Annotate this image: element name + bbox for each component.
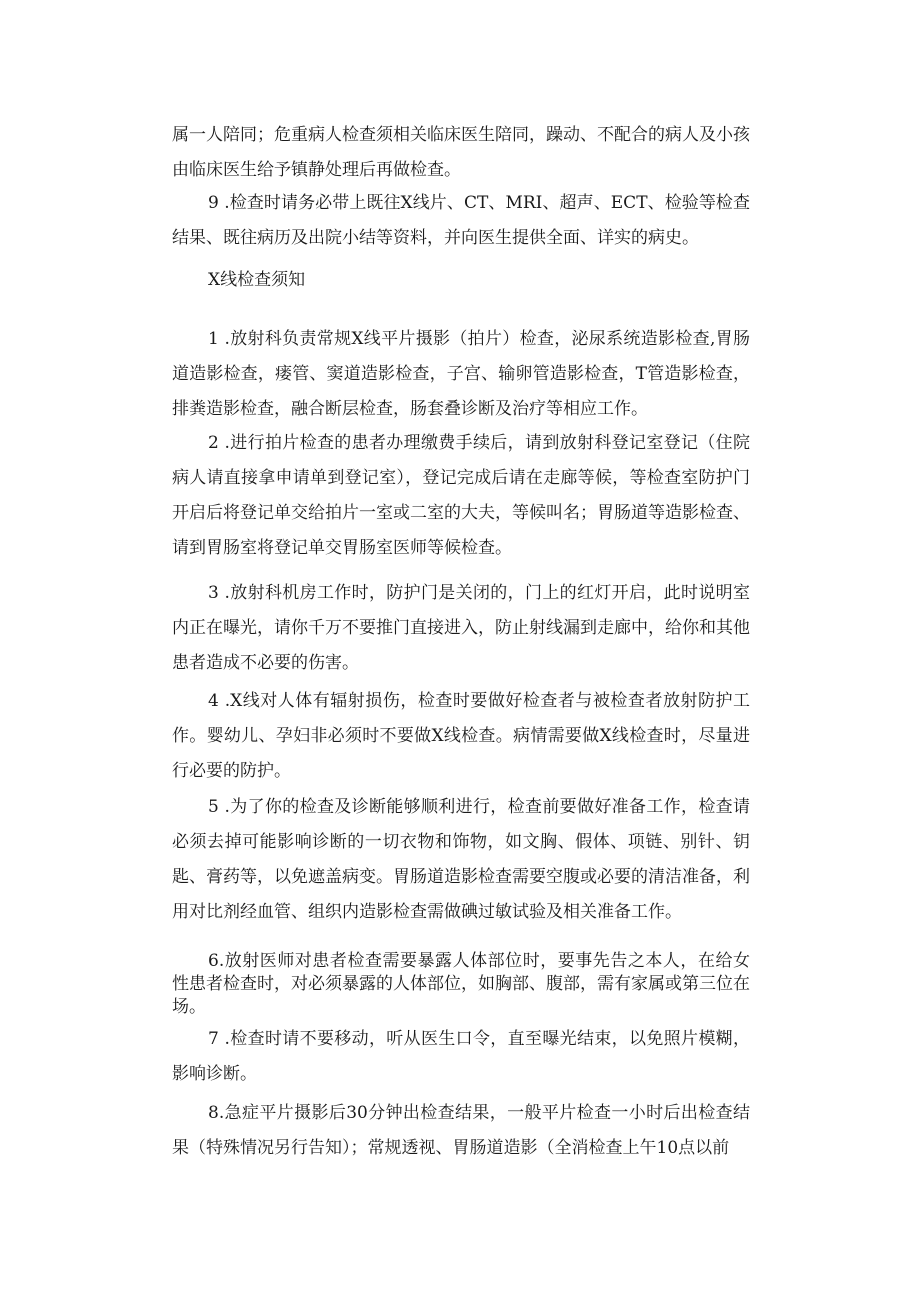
paragraph-xray-5: 5 .为了你的检查及诊断能够顺利进行，检查前要做好准备工作，检查请必须去掉可能影响诊断的一切衣物和饰物，如文胸、假体、项链、别针、钥匙、膏药等，以免遮盖病变。胃肠道造影检查需要空腹或必要的清洁准备，利用对比剂经血管、组织内造影检查需做碘过敏试验及相关准备工作。 xyxy=(172,797,750,922)
paragraph-xray-6: 6.放射医师对患者检查需要暴露人体部位时，要事先告之本人，在给女性患者检查时，对必须暴露的人体部位，如胸部、腹部，需有家属或第三位在场。 xyxy=(172,951,750,1017)
paragraph-xray-1: 1 .放射科负责常规X线平片摄影（拍片）检查，泌尿系统造影检查,胃肠道造影检查，瘘管、窦道造影检查，子宫、输卵管造影检查，T管造影检查，排粪造影检查，融合断层检查，肠套叠诊断及治疗等相应工作。 xyxy=(172,329,750,419)
paragraph-xray-7: 7 .检查时请不要移动，听从医生口令，直至曝光结束，以免照片模糊，影响诊断。 xyxy=(172,1029,750,1084)
paragraph-item-9: 9 .检查时请务必带上既往X线片、CT、MRI、超声、ECT、检验等检查结果、既往病历及出院小结等资料，并向医生提供全面、详实的病史。 xyxy=(172,193,750,248)
paragraph-continuation: 属一人陪同；危重病人检查须相关临床医生陪同，躁动、不配合的病人及小孩由临床医生给予镇静处理后再做检查。 xyxy=(172,125,750,180)
paragraph-xray-2: 2 .进行拍片检查的患者办理缴费手续后，请到放射科登记室登记（住院病人请直接拿申请单到登记室），登记完成后请在走廊等候，等检查室防护门开启后将登记单交给拍片一室或二室的大夫，等候叫名；胃肠道等造影检查、请到胃肠室将登记单交胃肠室医师等候检查。 xyxy=(172,433,750,558)
section-heading: X线检查须知 xyxy=(208,270,306,290)
paragraph-xray-4: 4 .X线对人体有辐射损伤，检查时要做好检查者与被检查者放射防护工作。婴幼儿、孕妇非必须时不要做X线检查。病情需要做X线检查时，尽量进行必要的防护。 xyxy=(172,691,750,781)
paragraph-xray-8: 8.急症平片摄影后30分钟出检查结果，一般平片检查一小时后出检查结果（特殊情况另行告知）；常规透视、胃肠道造影（全消检查上午10点以前 xyxy=(172,1103,750,1158)
paragraph-xray-3: 3 .放射科机房工作时，防护门是关闭的，门上的红灯开启，此时说明室内正在曝光，请你千万不要推门直接进入，防止射线漏到走廊中，给你和其他患者造成不必要的伤害。 xyxy=(172,583,750,673)
